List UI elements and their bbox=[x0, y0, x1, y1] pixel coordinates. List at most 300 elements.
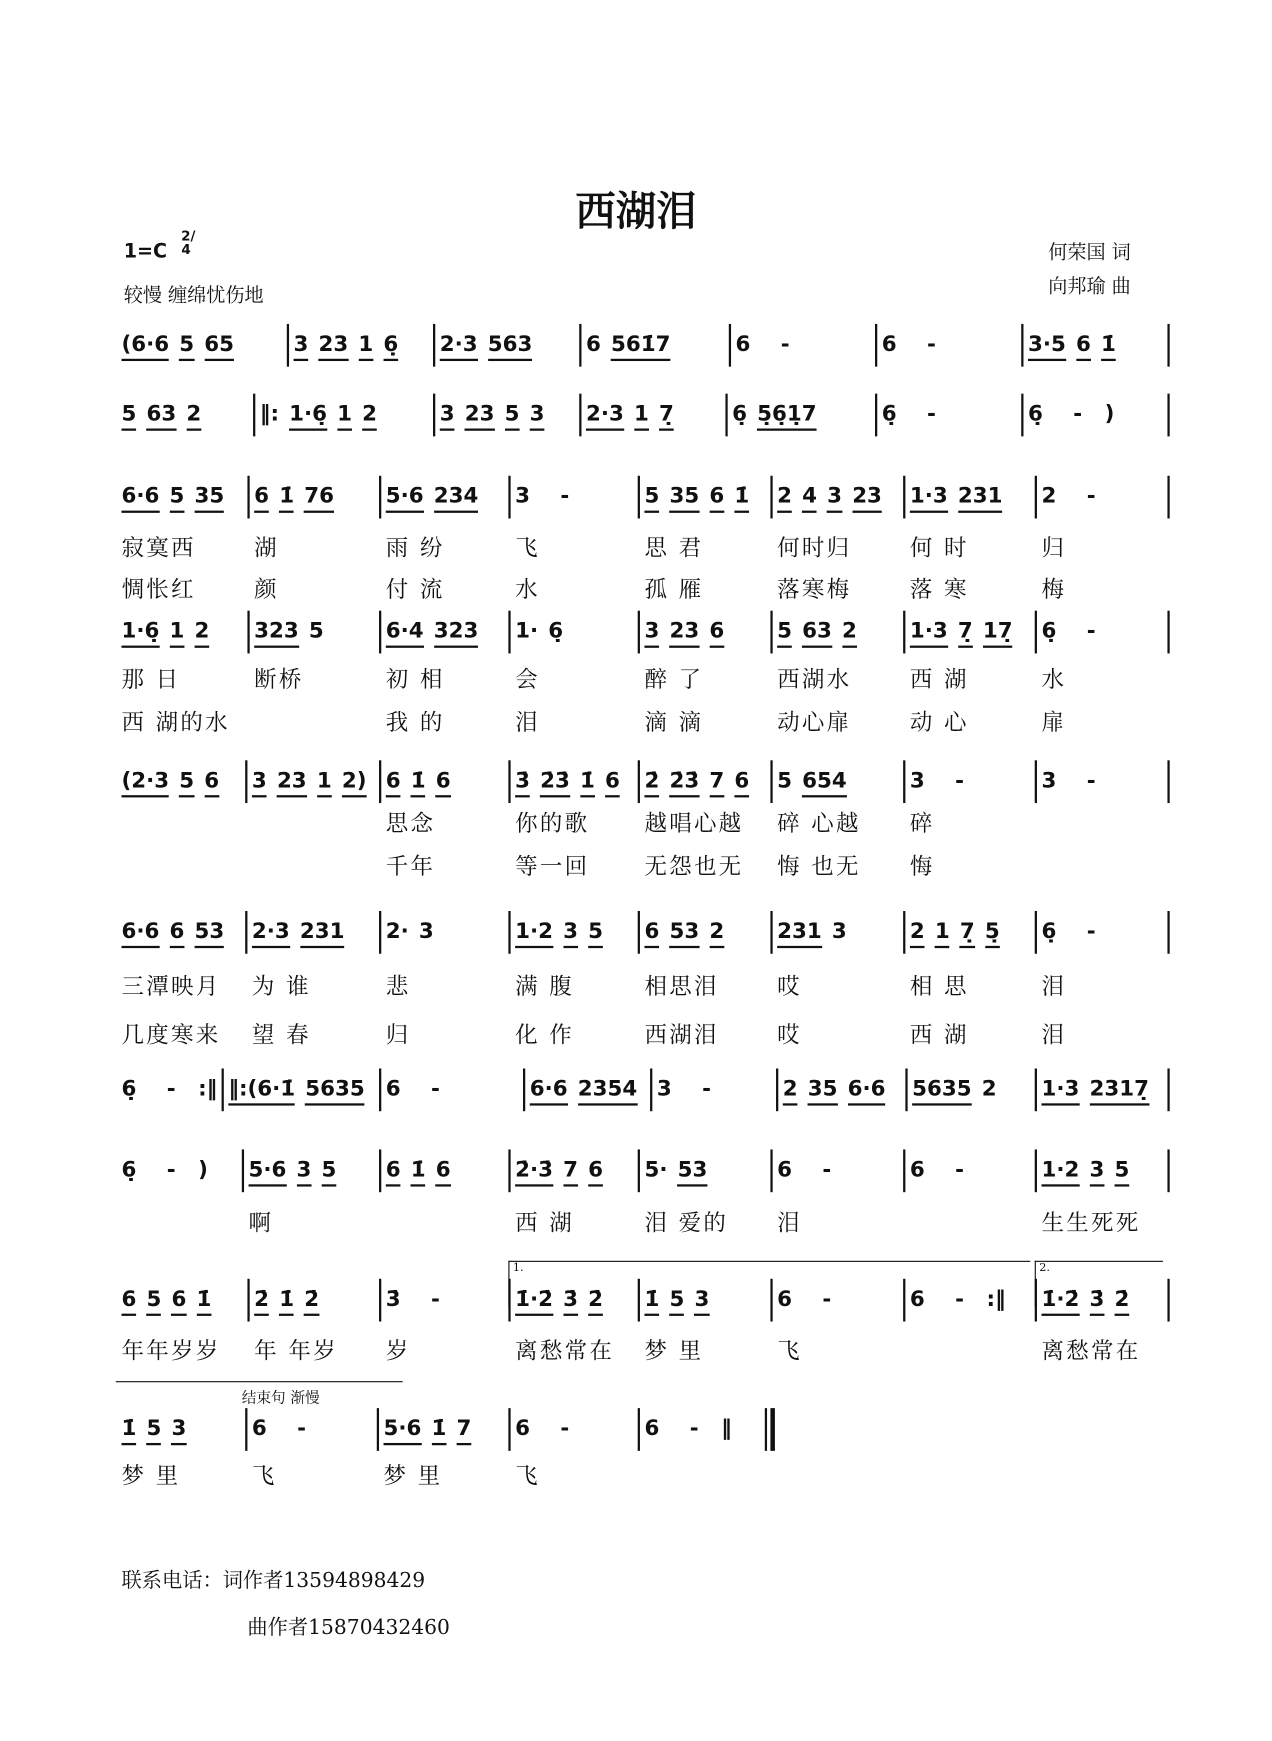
note-group: 6 bbox=[709, 482, 724, 512]
lyric: 归 bbox=[385, 1021, 411, 1049]
barline bbox=[770, 760, 772, 803]
note-group: - bbox=[1086, 618, 1096, 644]
measure bbox=[783, 1075, 896, 1105]
note-group: 1̇·2̇ bbox=[1041, 1286, 1079, 1316]
barline bbox=[650, 1068, 652, 1111]
note-group: 2 bbox=[777, 482, 792, 512]
lyric: 你的歌 bbox=[515, 809, 590, 837]
barline bbox=[770, 1149, 772, 1192]
barline bbox=[287, 324, 289, 367]
lyric: 泪 bbox=[777, 1209, 802, 1237]
barline bbox=[770, 1408, 774, 1451]
lyric: 飞 bbox=[515, 1462, 540, 1490]
measure bbox=[254, 1286, 329, 1316]
note-group: 3 bbox=[171, 1415, 186, 1445]
measure bbox=[644, 617, 734, 647]
lyric: 碎 bbox=[909, 809, 935, 837]
note-group: - bbox=[702, 1076, 711, 1102]
measure bbox=[1041, 767, 1118, 795]
note-group: 6̣ bbox=[121, 1076, 137, 1102]
lyric: 西湖水 bbox=[777, 665, 852, 693]
note-group: (6·6 bbox=[121, 331, 169, 361]
barline bbox=[379, 1279, 381, 1322]
barline bbox=[638, 760, 640, 803]
measure bbox=[515, 482, 592, 510]
key-signature: 1=C bbox=[123, 240, 168, 264]
note-group: 1 bbox=[935, 918, 950, 948]
note-group: 4 bbox=[802, 482, 817, 512]
note-group: 3 bbox=[440, 400, 455, 430]
note-group: 1·6̣ bbox=[289, 400, 327, 430]
lyric: 西湖泪 bbox=[644, 1021, 719, 1049]
barline bbox=[1167, 1149, 1169, 1192]
measure bbox=[386, 482, 489, 512]
note-group: 6 bbox=[605, 767, 620, 797]
note-group: 3 bbox=[644, 617, 659, 647]
lyric: 啊 bbox=[248, 1209, 274, 1237]
note-group: 1·3 bbox=[1041, 1075, 1079, 1105]
note-group: 6 bbox=[734, 767, 749, 797]
measure bbox=[440, 400, 555, 430]
note-group: 65 bbox=[204, 331, 234, 361]
note-group: - bbox=[822, 1286, 832, 1312]
note-group: 3̇ bbox=[563, 1286, 578, 1316]
note-group: 2·3 bbox=[586, 400, 624, 430]
note-group: - bbox=[431, 1076, 440, 1102]
note-group: 2317̣ bbox=[1089, 1075, 1148, 1105]
lyric: 年 年岁 bbox=[254, 1337, 338, 1365]
barline bbox=[1167, 611, 1169, 654]
note-group: 6̣ bbox=[1027, 401, 1043, 427]
divider-line bbox=[116, 1381, 403, 1382]
barline bbox=[1035, 911, 1037, 954]
barline bbox=[508, 1408, 510, 1451]
measure bbox=[736, 331, 813, 359]
note-group: 2354 bbox=[578, 1075, 637, 1105]
note-group: (2·3 bbox=[121, 767, 169, 797]
barline bbox=[875, 324, 877, 367]
note-group: 1̇ bbox=[411, 1156, 426, 1186]
note-group: 6 bbox=[777, 1286, 793, 1312]
note-group: 6·6 bbox=[530, 1075, 568, 1105]
lyric: 相 思 bbox=[909, 972, 969, 1000]
barline bbox=[1167, 1068, 1169, 1111]
lyric: 初 相 bbox=[385, 665, 445, 693]
note-group: - bbox=[166, 1076, 176, 1102]
note-group: 76 bbox=[304, 482, 334, 512]
measure bbox=[910, 918, 1010, 948]
note-group: 6·6 bbox=[121, 482, 159, 512]
note-group: 6̣ bbox=[121, 1157, 137, 1183]
note-group: 5 bbox=[121, 400, 136, 430]
note-group: 1 bbox=[337, 400, 352, 430]
barline bbox=[508, 1149, 510, 1192]
lyric: 悲 bbox=[385, 972, 411, 1000]
note-group: 2̇ bbox=[588, 1286, 603, 1316]
note-group: 2 bbox=[186, 400, 201, 430]
note-group: 2 bbox=[1041, 483, 1057, 509]
note-group: 1·2 bbox=[1041, 1156, 1079, 1186]
lyric: 西 湖 bbox=[909, 1021, 969, 1049]
note-group: 2 bbox=[709, 918, 724, 948]
note-group: 6 bbox=[436, 767, 451, 797]
measure bbox=[1041, 1075, 1159, 1105]
note-group: 3 bbox=[294, 331, 309, 361]
note-group: 6 bbox=[251, 1415, 267, 1441]
note-group: 6 bbox=[386, 1156, 401, 1186]
lyric: 那 日 bbox=[121, 665, 181, 693]
measure bbox=[294, 331, 409, 361]
lyric: 动心扉 bbox=[777, 708, 852, 736]
note-group: 17̣ bbox=[983, 617, 1013, 647]
note-group: 3 bbox=[694, 1286, 709, 1316]
note-group: 2̇ bbox=[1114, 1286, 1129, 1316]
note-group: 1·6̣ bbox=[121, 617, 159, 647]
note-group: 5 bbox=[669, 1286, 684, 1316]
note-group: 7̣ bbox=[659, 400, 674, 430]
lyric: 西 湖 bbox=[515, 1209, 575, 1237]
note-group: 53 bbox=[678, 1156, 708, 1186]
lyric: 望 春 bbox=[251, 1021, 311, 1049]
note-group: 35 bbox=[808, 1075, 838, 1105]
note-group: 3 bbox=[1041, 768, 1057, 793]
note-group: 654 bbox=[802, 767, 847, 797]
note-group: - bbox=[955, 1286, 965, 1312]
note-group: 7 bbox=[563, 1156, 578, 1186]
note-group: 53 bbox=[669, 918, 699, 948]
note-group: 6 bbox=[777, 1157, 793, 1183]
lyric: 扉 bbox=[1041, 708, 1067, 736]
barline bbox=[1167, 1279, 1169, 1322]
lyric: 落 寒 bbox=[909, 575, 969, 603]
note-group: 5 bbox=[179, 767, 194, 797]
note-group: 5 bbox=[777, 617, 792, 647]
note-group: :‖ bbox=[198, 1076, 218, 1102]
note-group: 23 bbox=[669, 617, 699, 647]
barline bbox=[1035, 1068, 1037, 1111]
note-group: 2·3 bbox=[440, 331, 478, 361]
note-group: 3̇ bbox=[1089, 1286, 1104, 1316]
lyric: 水 bbox=[1041, 665, 1067, 693]
measure bbox=[882, 400, 959, 428]
barline bbox=[903, 911, 905, 954]
note-group: - bbox=[1086, 483, 1096, 509]
note-group: 1̇ bbox=[644, 1286, 659, 1316]
note-group: 6 bbox=[204, 767, 219, 797]
note-group: 6 bbox=[881, 331, 897, 357]
note-group: 1̇·2̇ bbox=[515, 1286, 553, 1316]
note-group: 7 bbox=[709, 767, 724, 797]
note-group: - bbox=[822, 1157, 832, 1183]
lyric: 年年岁岁 bbox=[121, 1337, 221, 1365]
measure bbox=[586, 400, 684, 430]
note-group: :‖ bbox=[986, 1286, 1006, 1312]
barline bbox=[247, 476, 249, 519]
note-group: - bbox=[431, 1286, 440, 1312]
note-group: 6 bbox=[386, 767, 401, 797]
barline bbox=[638, 911, 640, 954]
note-group: 5 bbox=[146, 1286, 161, 1316]
measure bbox=[910, 482, 1013, 512]
note-group: 2 bbox=[783, 1075, 798, 1105]
note-group: 1· bbox=[515, 618, 539, 644]
note-group: 5 bbox=[777, 768, 793, 793]
note-group: 1 bbox=[358, 331, 373, 361]
note-group: 5635 bbox=[912, 1075, 971, 1105]
note-group: 1 bbox=[634, 400, 649, 430]
barline bbox=[725, 394, 727, 437]
barline bbox=[729, 324, 731, 367]
note-group: 35 bbox=[669, 482, 699, 512]
note-group: - bbox=[1073, 401, 1083, 427]
measure bbox=[644, 482, 759, 512]
barline bbox=[247, 1279, 249, 1322]
barline bbox=[903, 1149, 905, 1192]
barline bbox=[1167, 324, 1169, 367]
measure bbox=[1041, 1156, 1139, 1186]
note-group: 6 bbox=[436, 1156, 451, 1186]
note-group: 2 bbox=[910, 918, 925, 948]
note-group: 6̣ bbox=[383, 331, 398, 361]
lyric: 断桥 bbox=[254, 665, 304, 693]
note-group: ‖:(6·1̇ bbox=[228, 1075, 295, 1105]
lyric: 归 bbox=[1041, 534, 1067, 562]
lyric: 惆怅红 bbox=[121, 575, 196, 603]
note-group: 6 bbox=[121, 1286, 136, 1316]
note-group: 1̇ bbox=[432, 1415, 447, 1445]
note-group: 231 bbox=[777, 918, 822, 948]
note-group: 5̣ bbox=[985, 918, 1000, 948]
note-group: 1·3 bbox=[910, 482, 948, 512]
note-group: 3 bbox=[297, 1156, 312, 1186]
measure bbox=[386, 1075, 463, 1103]
lyric: 泪 bbox=[1041, 972, 1067, 1000]
note-group: 5 bbox=[308, 618, 324, 644]
note-group: 5·6 bbox=[386, 482, 424, 512]
note-group: 1 bbox=[169, 617, 184, 647]
measure bbox=[515, 767, 630, 797]
note-group: 23 bbox=[852, 482, 882, 512]
measure bbox=[1041, 482, 1118, 510]
note-group: 3 bbox=[418, 918, 434, 944]
note-group: 3 bbox=[831, 918, 847, 944]
note-group: 5 bbox=[588, 918, 603, 948]
note-group: 6̣ bbox=[1041, 618, 1057, 644]
barline bbox=[1167, 476, 1169, 519]
note-group: 5 bbox=[146, 1415, 161, 1445]
note-group: 3·5 bbox=[1028, 331, 1066, 361]
lyric: 落寒梅 bbox=[777, 575, 852, 603]
lyric: 悔 也无 bbox=[777, 852, 861, 880]
note-group: 23 bbox=[277, 767, 307, 797]
barline bbox=[245, 1408, 247, 1451]
measure bbox=[228, 1075, 375, 1105]
note-group: - bbox=[955, 1157, 965, 1183]
contact-info bbox=[121, 1564, 425, 1593]
note-group: - bbox=[780, 331, 790, 357]
note-group: 3̇ bbox=[515, 767, 530, 797]
note-group: 5 bbox=[179, 331, 194, 361]
note-group: - bbox=[560, 483, 570, 509]
lyric: 滴 滴 bbox=[644, 708, 704, 736]
lyric: 几度寒来 bbox=[121, 1021, 221, 1049]
note-group: 6 bbox=[171, 1286, 186, 1316]
barline bbox=[903, 611, 905, 654]
note-group: - bbox=[927, 331, 936, 357]
note-group: - bbox=[297, 1415, 307, 1441]
note-group: 2·3 bbox=[252, 918, 290, 948]
measure bbox=[121, 918, 234, 948]
lyric: 颜 bbox=[254, 575, 279, 603]
note-group: 5 bbox=[322, 1156, 337, 1186]
measure bbox=[252, 918, 355, 948]
note-group: - bbox=[689, 1415, 699, 1441]
lyric: 等一回 bbox=[515, 852, 590, 880]
barline bbox=[245, 760, 247, 803]
time-signature: 2/4 bbox=[181, 228, 196, 258]
measure bbox=[386, 617, 489, 647]
note-group: 6 bbox=[644, 1415, 660, 1441]
measure bbox=[777, 918, 857, 948]
measure bbox=[252, 767, 377, 797]
measure bbox=[260, 400, 387, 430]
measure bbox=[121, 1156, 218, 1184]
measure bbox=[644, 767, 759, 797]
barline bbox=[1167, 911, 1169, 954]
note-group: 1·2 bbox=[515, 918, 553, 948]
lyric: 化 作 bbox=[515, 1021, 575, 1049]
lyric: 三潭映月 bbox=[121, 972, 221, 1000]
measure bbox=[515, 1156, 613, 1186]
barline bbox=[379, 760, 381, 803]
note-group: - bbox=[560, 1415, 570, 1441]
contact-label: 联系电话： bbox=[121, 1568, 223, 1593]
measure bbox=[882, 331, 959, 359]
note-group: 7 bbox=[457, 1415, 472, 1445]
note-group: 6 bbox=[169, 918, 184, 948]
measure bbox=[777, 1156, 854, 1184]
barline bbox=[638, 476, 640, 519]
note-group: 3 bbox=[563, 918, 578, 948]
note-group: 5 bbox=[644, 482, 659, 512]
note-group: ‖ bbox=[721, 1415, 732, 1441]
lyric: 梦 里 bbox=[644, 1337, 704, 1365]
measure bbox=[386, 1156, 461, 1186]
measure bbox=[515, 918, 613, 948]
lyric: 雨 纷 bbox=[385, 534, 445, 562]
note-group: 2̇3̇ bbox=[540, 767, 570, 797]
note-group: 6̣ bbox=[881, 401, 897, 427]
barline bbox=[433, 324, 435, 367]
measure bbox=[732, 400, 827, 430]
lyric: 相思泪 bbox=[644, 972, 719, 1000]
measure bbox=[1041, 617, 1118, 645]
measure bbox=[121, 1075, 227, 1103]
note-group: 6 bbox=[1076, 331, 1091, 361]
lyric: 付 流 bbox=[385, 575, 445, 603]
note-group: 2̇ bbox=[304, 1286, 319, 1316]
lyric: 生生死死 bbox=[1041, 1209, 1141, 1237]
note-group: - bbox=[166, 1157, 176, 1183]
barline bbox=[379, 911, 381, 954]
measure bbox=[252, 1415, 329, 1443]
note-group: 6 bbox=[735, 331, 751, 357]
barline bbox=[776, 1068, 778, 1111]
lyricist-credit: 何荣国 词 bbox=[1048, 241, 1131, 265]
measure bbox=[912, 1075, 1007, 1105]
note-group: 3̇ bbox=[385, 1286, 401, 1312]
note-group: 234 bbox=[434, 482, 479, 512]
note-group: 1̇ bbox=[411, 767, 426, 797]
lyric: 醉 了 bbox=[644, 665, 704, 693]
note-group: 6 bbox=[254, 482, 269, 512]
measure bbox=[1041, 918, 1118, 946]
barline bbox=[765, 1408, 767, 1451]
measure bbox=[657, 1075, 734, 1103]
note-group: 2̇3̇ bbox=[669, 767, 699, 797]
barline bbox=[638, 1149, 640, 1192]
lyricist-phone: 词作者13594898429 bbox=[222, 1568, 426, 1593]
measure bbox=[121, 482, 234, 512]
lyric: 湖 bbox=[254, 534, 279, 562]
note-group: 563 bbox=[488, 331, 533, 361]
note-group: 1̇ bbox=[734, 482, 749, 512]
lyric: 为 谁 bbox=[251, 972, 311, 1000]
note-group: 561̇7 bbox=[611, 331, 670, 361]
measure bbox=[1028, 331, 1126, 361]
barline bbox=[1035, 760, 1037, 803]
barline bbox=[638, 1408, 640, 1451]
barline bbox=[245, 911, 247, 954]
barline bbox=[905, 1068, 907, 1111]
measure bbox=[254, 617, 334, 647]
note-group: 5· bbox=[644, 1157, 668, 1183]
barline bbox=[1021, 394, 1023, 437]
measure bbox=[910, 767, 987, 795]
note-group: 6 bbox=[644, 918, 659, 948]
note-group: 5·6 bbox=[249, 1156, 287, 1186]
lyric: 思念 bbox=[385, 809, 436, 837]
note-group: 3 bbox=[656, 1076, 672, 1102]
tempo-annotation: 结束句 渐慢 bbox=[241, 1390, 320, 1407]
note-group: - bbox=[955, 768, 965, 793]
measure bbox=[249, 1156, 347, 1186]
lyric: 离愁常在 bbox=[1041, 1337, 1141, 1365]
lyric: 千年 bbox=[385, 852, 436, 880]
composer-phone: 曲作者15870432460 bbox=[247, 1616, 450, 1640]
note-group: 6·6 bbox=[848, 1075, 886, 1105]
note-group: 1 bbox=[317, 767, 332, 797]
note-group: - bbox=[1086, 768, 1096, 793]
note-group: 6 bbox=[585, 331, 601, 357]
tempo-marking: 较慢 缠绵忧伤地 bbox=[123, 284, 264, 308]
note-group: 1̇ bbox=[196, 1286, 211, 1316]
note-group: 1̇ bbox=[279, 482, 294, 512]
measure bbox=[254, 482, 344, 512]
note-group: 2 bbox=[194, 617, 209, 647]
lyric: 离愁常在 bbox=[515, 1337, 615, 1365]
lyric: 越唱心越 bbox=[644, 809, 744, 837]
note-group: 6 bbox=[709, 617, 724, 647]
lyric: 动 心 bbox=[909, 708, 969, 736]
measure bbox=[530, 1075, 648, 1105]
barline bbox=[523, 1068, 525, 1111]
barline bbox=[508, 611, 510, 654]
measure bbox=[586, 331, 681, 361]
note-group: 5 bbox=[169, 482, 184, 512]
lyric: 泪 bbox=[515, 708, 540, 736]
note-group: 6 bbox=[515, 1415, 530, 1441]
